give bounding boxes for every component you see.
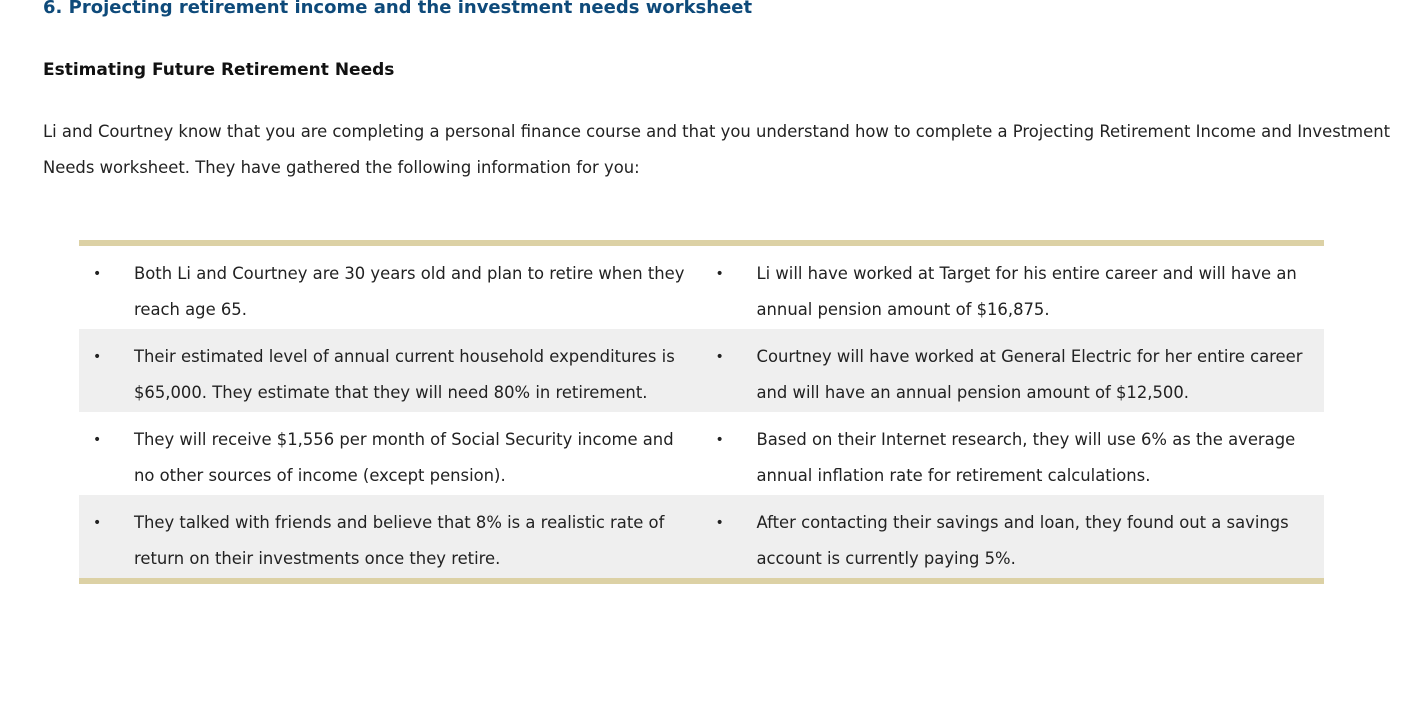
bullet-icon: • xyxy=(93,515,102,531)
info-text: They talked with friends and believe that 8% is a realistic rate of return on their investments once they retire. xyxy=(134,513,665,568)
info-cell-right xyxy=(702,495,1325,578)
info-cell-left xyxy=(79,412,702,495)
info-text: Courtney will have worked at General Electric for her entire career and will have an annual pension amount of $12,500. xyxy=(756,347,1303,402)
info-text: Their estimated level of annual current household expenditures is $65,000. They estimate that they will need 80% in retirement. xyxy=(134,347,675,402)
bullet-icon: • xyxy=(93,432,102,448)
info-table xyxy=(79,240,1324,584)
info-text: They will receive $1,556 per month of Social Security income and no other sources of income (except pension). xyxy=(134,430,674,485)
bullet-icon: • xyxy=(715,266,724,282)
info-cell-right xyxy=(702,246,1325,329)
info-text: Li will have worked at Target for his entire career and will have an annual pension amount of $16,875. xyxy=(756,264,1297,319)
info-text: Both Li and Courtney are 30 years old and plan to retire when they reach age 65. xyxy=(134,264,685,319)
info-row xyxy=(79,329,1324,412)
bullet-icon: • xyxy=(715,432,724,448)
info-cell-right xyxy=(702,412,1325,495)
intro-paragraph: Li and Courtney know that you are completing a personal finance course and that you understand how to complete a Projecting Retirement Income and Investment Needs worksheet. They have gathered the following information for you: xyxy=(43,122,1391,177)
info-cell-left xyxy=(79,246,702,329)
info-row xyxy=(79,412,1324,495)
info-row xyxy=(79,495,1324,578)
info-cell-left xyxy=(79,495,702,578)
info-row xyxy=(79,246,1324,329)
section-heading: Estimating Future Retirement Needs xyxy=(43,60,395,80)
bullet-icon: • xyxy=(715,349,724,365)
info-cell-right xyxy=(702,329,1325,412)
bullet-icon: • xyxy=(715,515,724,531)
info-text: After contacting their savings and loan, they found out a savings account is currently paying 5%. xyxy=(756,513,1289,568)
bullet-icon: • xyxy=(93,266,102,282)
bullet-icon: • xyxy=(93,349,102,365)
info-cell-left xyxy=(79,329,702,412)
page-title: 6. Projecting retirement income and the investment needs worksheet xyxy=(43,0,753,18)
info-text: Based on their Internet research, they will use 6% as the average annual inflation rate for retirement calculations. xyxy=(756,430,1296,485)
